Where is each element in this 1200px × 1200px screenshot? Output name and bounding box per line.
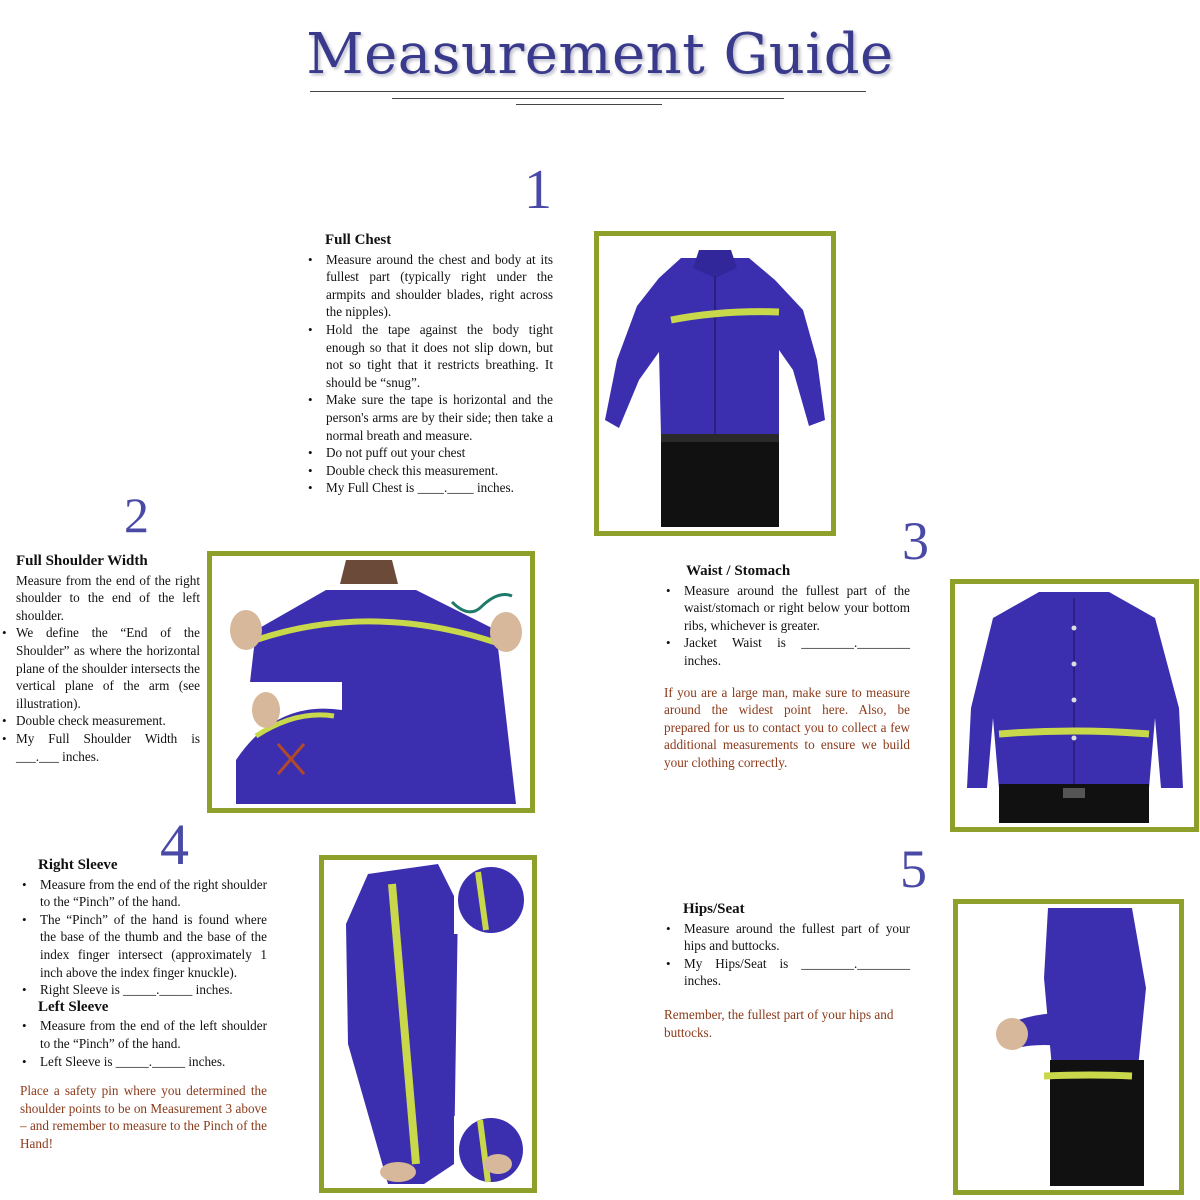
waist-heading: Waist / Stomach <box>686 563 791 579</box>
page-title: Measurement Guide <box>306 22 894 87</box>
chest-instructions <box>306 232 553 497</box>
waist-note: If you are a large man, make sure to measure around the widest point here. Also, be prepared for us to contact you to collect a few additional measurements to ensure we build your clothing correctly. <box>664 684 910 770</box>
shoulder-bullet: • Double check measurement. <box>0 712 200 730</box>
shoulder-photo <box>207 551 535 813</box>
hips-instructions <box>664 901 910 1041</box>
right-sleeve-heading: Right Sleeve <box>38 857 118 873</box>
right-sleeve-bullet: • The “Pinch” of the hand is found where the base of the thumb and the base of the index finger intersect (approximately 1 inch above the index finger knuckle). <box>20 911 267 981</box>
chest-bullet: • Do not puff out your chest <box>306 444 553 462</box>
chest-bullet: • Hold the tape against the body tight enough so that it does not slip down, but not so tight that it restricts breathing. It should be “snug”. <box>306 321 553 391</box>
chest-heading: Full Chest <box>325 232 392 248</box>
sleeve-instructions <box>20 857 267 1153</box>
left-sleeve-bullets <box>20 1017 267 1070</box>
chest-bullet: • My Full Chest is ____.____ inches. <box>306 479 553 497</box>
shoulder-bullet: • My Full Shoulder Width is ___.___ inches. <box>0 730 200 765</box>
right-sleeve-bullet: • Measure from the end of the right shoulder to the “Pinch” of the hand. <box>20 876 267 911</box>
hips-bullet: • Measure around the fullest part of your hips and buttocks. <box>664 920 910 955</box>
left-sleeve-bullet: • Left Sleeve is _____._____ inches. <box>20 1053 267 1071</box>
chest-bullets <box>306 251 553 497</box>
left-sleeve-heading: Left Sleeve <box>38 998 109 1015</box>
sleeve-note: Place a safety pin where you determined the shoulder points to be on Measurement 3 above – and remember to measure to the Pinch of the Hand! <box>20 1083 267 1151</box>
hips-photo <box>953 899 1184 1195</box>
hips-heading: Hips/Seat <box>683 901 745 917</box>
chest-bullet: • Make sure the tape is horizontal and the person's arms are by their side; then take a normal breath and measure. <box>306 391 553 444</box>
waist-bullet: • Measure around the fullest part of the waist/stomach or right below your bottom ribs, whichever is greater. <box>664 582 910 635</box>
waist-photo <box>950 579 1199 832</box>
section-number-3: 3 <box>902 511 929 571</box>
shoulder-bullet: • We define the “End of the Shoulder” as where the horizontal plane of the shoulder intersects the vertical plane of the arm (see illustration). <box>0 624 200 712</box>
title-rule-3 <box>516 104 662 105</box>
waist-instructions <box>664 563 910 772</box>
left-sleeve-bullet: • Measure from the end of the left shoulder to the “Pinch” of the hand. <box>20 1017 267 1052</box>
chest-photo <box>594 231 836 536</box>
section-number-4: 4 <box>160 812 189 877</box>
section-number-1: 1 <box>524 159 552 221</box>
hips-bullet: • My Hips/Seat is ________.________ inches. <box>664 955 910 990</box>
section-number-5: 5 <box>900 839 927 899</box>
title-rule-1 <box>310 91 866 92</box>
waist-bullet: • Jacket Waist is ________.________ inches. <box>664 634 910 669</box>
shoulder-intro: Measure from the end of the right shoulder to the end of the left shoulder. <box>16 572 200 623</box>
shoulder-heading: Full Shoulder Width <box>16 553 148 569</box>
hips-note: Remember, the fullest part of your hips and buttocks. <box>664 1006 894 1040</box>
waist-bullets <box>664 582 910 670</box>
right-sleeve-bullet: • Right Sleeve is _____._____ inches. <box>20 981 267 999</box>
chest-bullet: • Double check this measurement. <box>306 462 553 480</box>
sleeve-photo <box>319 855 537 1193</box>
hips-bullets <box>664 920 910 990</box>
chest-bullet: • Measure around the chest and body at its fullest part (typically right under the armpits and shoulder blades, right across the nipples). <box>306 251 553 321</box>
shoulder-bullets <box>0 624 200 765</box>
title-rule-2 <box>392 98 784 99</box>
section-number-2: 2 <box>124 487 149 543</box>
shoulder-instructions <box>0 553 200 765</box>
right-sleeve-bullets <box>20 876 267 999</box>
